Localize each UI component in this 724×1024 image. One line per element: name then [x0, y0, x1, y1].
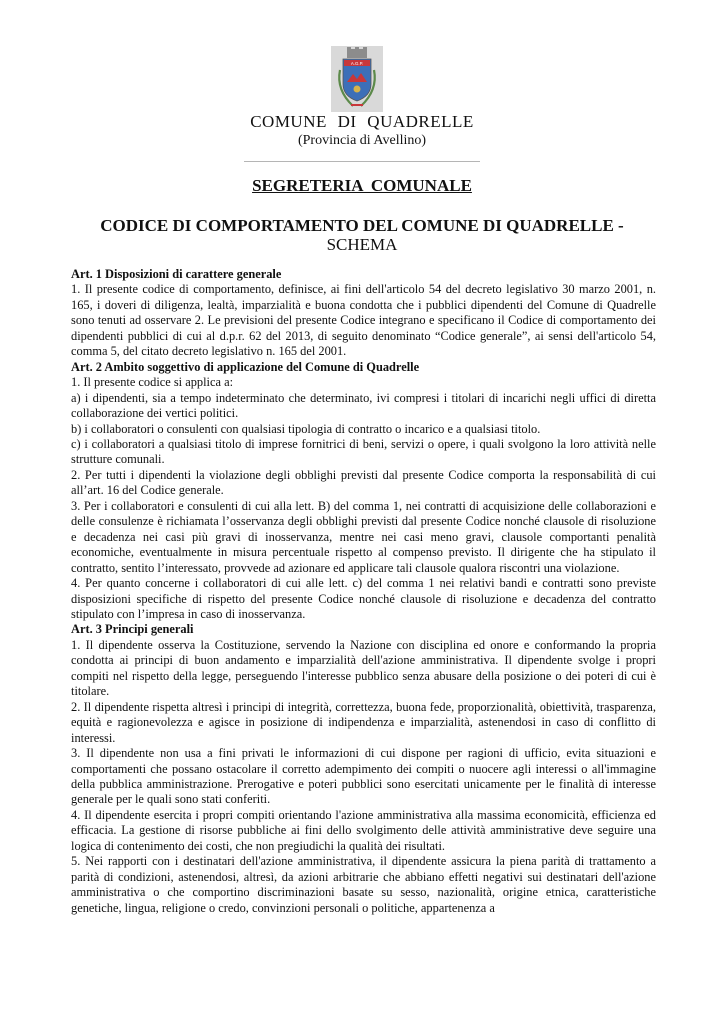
provincia-subtitle: (Provincia di Avellino) [297, 133, 427, 148]
article-3-heading: Art. 3 Principi generali [71, 622, 194, 637]
comune-title: COMUNE DI QUADRELLE [250, 112, 474, 131]
article-2-heading: Art. 2 Ambito soggettivo di applicazione del Comune di Quadrelle [71, 359, 420, 374]
article-2-paragraph-3: 3. Per i collaboratori e consulenti di cui alla lett. B) del comma 1, nei contratti di acquisizione delle collaborazioni e delle consulenze è richiamata l’osservanza degli obblighi previsti dal presente Codice nonché clausole di risoluzione e decadenza nei casi più gravi di inosservanza, mentre nei casi meno gravi, clausole comportanti penalità economiche, eventualmente in misura percentuale rispetto al compenso previsto. Il dirigente che ha stipulato il contratto, sentito l’interessato, provvede ad azionare ed applicare tali clausole qualora riscontri una violazione. [71, 498, 656, 575]
article-2-paragraph-2: 2. Per tutti i dipendenti la violazione degli obblighi previsti dal presente Codice comporta la responsabilità di cui all’art. 16 del Codice generale. [71, 467, 656, 498]
article-1-paragraph-1: 1. Il presente codice di comportamento, definisce, ai fini dell'articolo 54 del decreto legislativo 30 marzo 2001, n. 165, i doveri di diligenza, lealtà, imparzialità e buona condotta che i pubblici dipendenti del Comune di Quadrelle sono tenuti ad osservare 2. Le previsioni del presente Codice integrano e specificano il Codice di comportamento dei dipendenti pubblici di cui al d.p.r. 62 del 2013, di seguito denominato “Codice generale”, ai sensi dell'articolo 54, comma 5, del citato decreto legislativo n. 165 del 2001. [71, 282, 656, 359]
article-3-paragraph-2: 2. Il dipendente rispetta altresì i principi di integrità, correttezza, buona fede, proporzionalità, obiettività, trasparenza, equità e ragionevolezza e agisce in posizione di indipendenza e imparzialità, astenendosi in caso di conflitto di interessi. [71, 699, 656, 745]
article-2-item-c: c) i collaboratori a qualsiasi titolo di imprese fornitrici di beni, servizi o opere, i quali svolgono la loro attività nelle strutture comunali. [71, 436, 656, 467]
section-title-text: SEGRETERIA COMUNALE [252, 176, 472, 195]
article-3-paragraph-1: 1. Il dipendente osserva la Costituzione, servendo la Nazione con disciplina ed onore e conformando la propria condotta ai principi di buon andamento e imparzialità dell'azione amministrativa. Il dipendente svolge i propri compiti nel rispetto della legge, perseguendo l'interesse pubblico senza abusare della posizione o dei poteri di cui è titolare. [71, 637, 656, 699]
article-3-paragraph-5: 5. Nei rapporti con i destinatari dell'azione amministrativa, il dipendente assicura la piena parità di trattamento a parità di condizioni, astenendosi, altresì, da azioni arbitrarie che abbiano effetti negativi sui destinatari dell'azione amministrativa o che comportino discriminazioni basate su sesso, nazionalità, origine etnica, caratteristiche genetiche, lingua, religione o credo, convinzioni personali o politiche, appartenenza a [71, 854, 656, 915]
article-2-paragraph-4: 4. Per quanto concerne i collaboratori di cui alle lett. c) del comma 1 nei relativi bandi e contratti sono previste disposizioni specifiche di rispetto del presente Codice nonché clausole di risoluzione e decadenza del contratto stipulato con l’impresa in caso di inosservanza. [71, 576, 656, 621]
document-subtitle: SCHEMA [326, 235, 398, 254]
article-3-paragraph-4: 4. Il dipendente esercita i propri compiti orientando l'azione amministrativa alla massima economicità, efficienza ed efficacia. La gestione di risorse pubbliche ai fini dello svolgimento delle attività amministrative deve seguire una logica di contenimento dei costi, che non pregiudichi la qualità dei risultati. [71, 807, 656, 853]
article-2-item-a: a) i dipendenti, sia a tempo indeterminato che determinato, ivi compresi i titolari di incarichi negli uffici di diretta collaborazione dei vertici politici. [71, 390, 656, 421]
crest-initials: A.G.P. [350, 61, 364, 66]
article-2-item-b: b) i collaboratori o consulenti con qualsiasi tipologia di contratto o incarico e a qualsiasi titolo. [71, 421, 541, 436]
document-body [71, 267, 656, 916]
municipal-crest-icon [331, 46, 383, 112]
article-3-paragraph-3: 3. Il dipendente non usa a fini privati le informazioni di cui dispone per ragioni di ufficio, evita situazioni e comportamenti che possano ostacolare il corretto adempimento dei compiti o nuocere agli interessi o all'immagine della pubblica amministrazione. Prerogative e poteri pubblici sono esercitati unicamente per le finalità di interesse generale per le quali sono stati conferiti. [71, 746, 656, 807]
header-divider [244, 161, 480, 162]
section-title [0, 175, 724, 197]
document-title: CODICE DI COMPORTAMENTO DEL COMUNE DI QUADRELLE - [100, 216, 624, 235]
article-2-paragraph-1: 1. Il presente codice si applica a: [71, 375, 234, 390]
article-1-heading: Art. 1 Disposizioni di carattere generale [71, 267, 282, 281]
